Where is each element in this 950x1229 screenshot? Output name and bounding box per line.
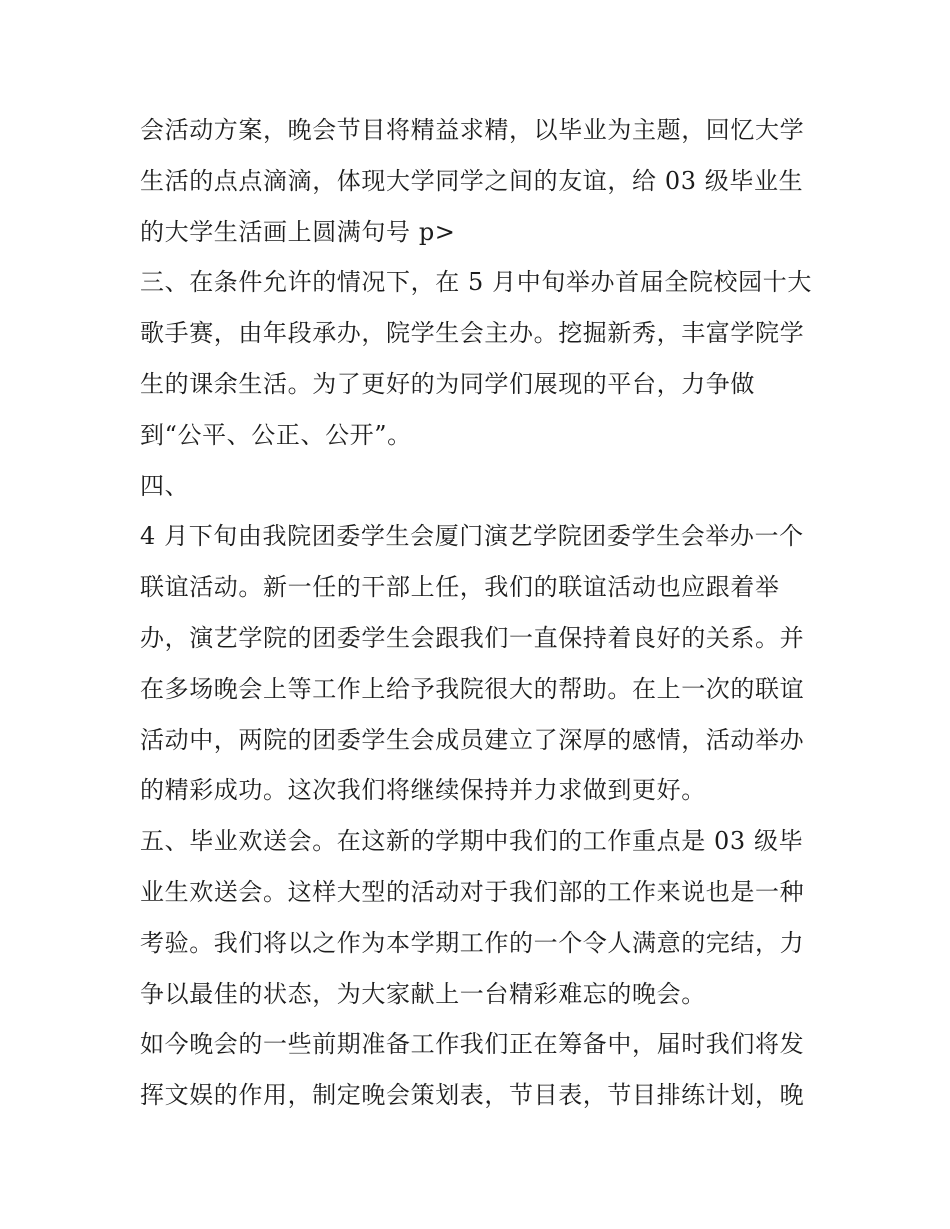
text-line: 到“公平、公正、公开”。 — [140, 420, 412, 449]
text-line: 业生欢送会。这样大型的活动对于我们部的工作来说也是一种 — [140, 877, 805, 906]
text-line: 三、在条件允许的情况下，在 5 月中旬举办首届全院校园十大 — [140, 268, 812, 297]
text-line: 会活动方案，晚会节目将精益求精，以毕业为主题，回忆大学 — [140, 116, 805, 144]
text-line: 的大学生活画上圆满句号 p> — [140, 217, 456, 246]
text-line: 联谊活动。新一任的干部上任，我们的联谊活动也应跟着举 — [140, 573, 780, 602]
text-line: 挥文娱的作用，制定晚会策划表，节目表，节目排练计划，晚 — [140, 1081, 805, 1110]
text-line: 考验。我们将以之作为本学期工作的一个令人满意的完结，力 — [140, 928, 805, 957]
text-line: 生的课余生活。为了更好的为同学们展现的平台，力争做 — [140, 369, 755, 398]
text-line: 活动中，两院的团委学生会成员建立了深厚的感情，活动举办 — [140, 725, 805, 754]
text-line: 办，演艺学院的团委学生会跟我们一直保持着良好的关系。并 — [140, 623, 805, 652]
text-line: 四、 — [140, 471, 190, 500]
text-line: 4 月下旬由我院团委学生会厦门演艺学院团委学生会举办一个 — [140, 522, 804, 551]
text-line: 在多场晚会上等工作上给予我院很大的帮助。在上一次的联谊 — [140, 674, 805, 703]
text-line: 歌手赛，由年段承办，院学生会主办。挖掘新秀，丰富学院学 — [140, 319, 805, 348]
text-line: 生活的点点滴滴，体现大学同学之间的友谊，给 03 级毕业生 — [140, 166, 804, 195]
text-line: 争以最佳的状态，为大家献上一台精彩难忘的晚会。 — [140, 979, 706, 1008]
document-body — [140, 105, 820, 1121]
text-line: 五、毕业欢送会。在这新的学期中我们的工作重点是 03 级毕 — [140, 827, 804, 856]
text-line: 如今晚会的一些前期准备工作我们正在筹备中，届时我们将发 — [140, 1030, 805, 1059]
text-line: 的精彩成功。这次我们将继续保持并力求做到更好。 — [140, 776, 706, 805]
